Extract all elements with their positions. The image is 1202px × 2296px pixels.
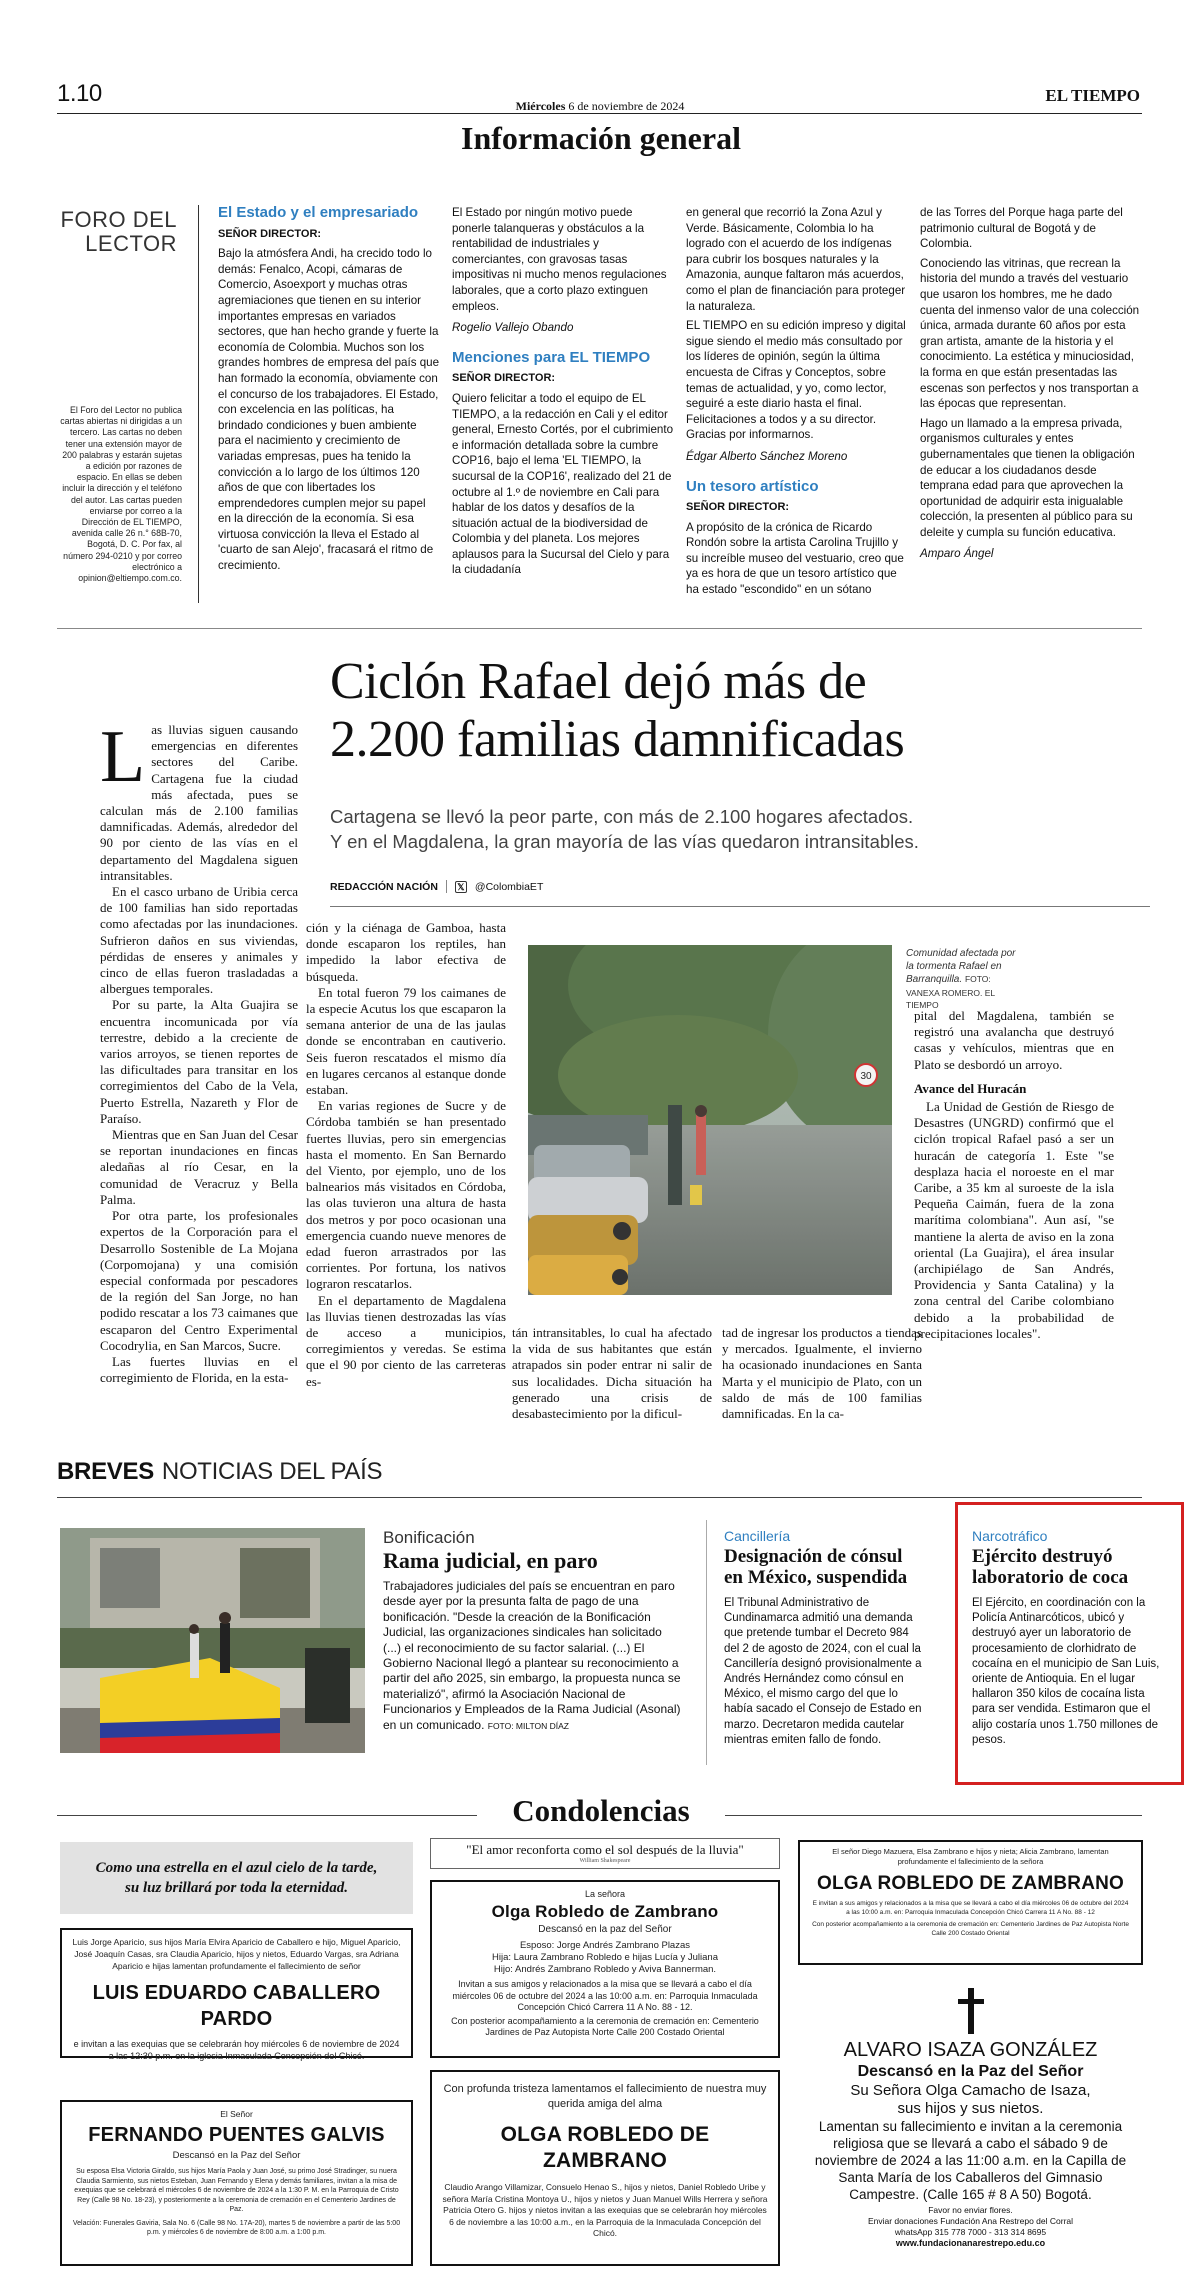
box6-text: El señor Diego Mazuera, Elsa Zambrano e hijos y nieta; Alicia Zambrano, lamentan profundamente el fallecimiento de la señora: [832, 1847, 1109, 1866]
foro-title-line2: LECTOR: [85, 231, 177, 256]
box1-quote-line2: su luz brillará por toda la eternidad.: [125, 1880, 348, 1896]
breves-label-rest: NOTICIAS DEL PAÍS: [161, 1458, 383, 1485]
article-col-2: [306, 920, 506, 1390]
protest-photo: [60, 1528, 365, 1753]
box5-text2: Claudio Arango Villamizar, Consuelo Henao S., hijos y nietos, Daniel Robledo Uribe y señora María Cristina Montoya U., hijos y nietos y Juan Manuel Wills Herrera y señora Patricia Otero G. hijos y nietos invitan a las exequias que se celebrarán hoy miércoles 6 de noviembre a las 10:00 a.m., en la Parroquia de la Inmaculada Concepción del Chicó.: [442, 2182, 768, 2238]
brief1-section: Bonificación: [383, 1528, 475, 1547]
foro-col-3: [686, 205, 908, 602]
brief3-body: El Ejército, en coordinación con la Policía Antinarcóticos, ubicó y destruyó ayer un laboratorio de procesamiento de clorhidrato de cocaína en el municipio de San Luis, oriente de Antioquia. En el lugar hallaron 350 kilos de cocaína lista para ser vendida. Estimaron que el alijo costaría unos 1.750 millones de pesos.: [972, 1597, 1160, 1746]
x-logo-icon: 𝕏: [455, 881, 467, 893]
breves-photo: [60, 1528, 365, 1753]
box7-flowers: Favor no enviar flores.: [928, 2205, 1013, 2215]
letter1-title: El Estado y el empresariado: [218, 204, 419, 221]
box4-name: Olga Robledo de Zambrano: [491, 1902, 719, 1921]
col2-p2: En total fueron 79 los caimanes de la especie Acutus los que escaparon la semana anterior de una de las jaulas donde se encontraban en cautiverio. Seis fueron rescatados el mismo día en lugares cercanos al estanque donde estaban.: [306, 984, 506, 1098]
box3-vel: Velación: Funerales Gaviria, Sala No. 6 (Calle 98 No. 17A-20), martes 5 de noviembre a partir de las 5:00 p.m. y miércoles 6 de noviembre de 8:00 a.m. a 1:00 p.m.: [72, 2219, 401, 2236]
col2-p1: ción y la ciénaga de Gamboa, hasta donde escaparon los reptiles, han impedido la labor efectiva de búsqueda.: [306, 920, 506, 984]
col3-p1: tán intransitables, lo cual ha afectado la vida de sus habitantes que están atrapados sin poder entrar ni salir de sus localidades. Dicha situación ha generado una crisis de desabastecimiento por la dificul-: [512, 1325, 712, 1422]
box7-text: Lamentan su fallecimiento e invitan a la ceremonia religiosa que se llevará a cabo el sábado 9 de noviembre de 2024 a las 11:00 a.m. en la Capilla de Santa María de los Caballeros del Gimnasio Campestre. (Calle 165 # 8 A 50) Bogotá.: [814, 2119, 1127, 2202]
article-dropcap: L: [100, 716, 146, 798]
box4-quote-text: "El amor reconforta como el sol después de la lluvia": [466, 1842, 744, 1857]
condolencias-rule-left: [57, 1815, 477, 1816]
page-number: 1.10: [57, 80, 102, 107]
date-rest: 6 de noviembre de 2024: [568, 99, 685, 113]
brief2-title: Designación de cónsul en México, suspendida: [724, 1546, 908, 1588]
byline-rule: [330, 906, 1150, 907]
article-subhead: [330, 804, 1150, 854]
box3-label: El Señor: [220, 2109, 253, 2119]
col1-p5: Por otra parte, los profesionales expertos de la Corporación para el Desarrollo Sostenible de La Mojana (Corpomojana) y una comisión especial conformada por pescadores de la región del San Jorge, no han podido rescatar a los 73 caimanes que escaparon del Centro Experimental Cocodrylia, en San Marcos, Sucre.: [100, 1208, 298, 1353]
condolence-box-puentes: [60, 2100, 413, 2266]
article-col-3: [512, 1325, 712, 1422]
col5-p2: La Unidad de Gestión de Riesgo de Desastres (UNGRD) confirmó que el ciclón tropical Rafael pasó a ser un huracán de categoría 1. Este "se desplaza hacia el noroeste en el mar Caribe, a 35 km al suroeste de la isla Pequeña Caimán, fuera de la zona marítima colombiana". Aun así, "se mantiene la alerta de aviso en la zona oriental (La Guajira), el área insular (archipiélago de San Andrés, Providencia y Santa Catalina) y la zona central del Caribe colombiano debido a la probabilidad de precipitaciones locales".: [914, 1099, 1114, 1341]
condolence-box-robledo-family: [430, 1880, 780, 2058]
photo-credit-label: FOTO:: [964, 974, 991, 984]
box6-name: OLGA ROBLEDO DE ZAMBRANO: [816, 1873, 1125, 1894]
letter3-salutation: SEÑOR DIRECTOR:: [686, 501, 790, 514]
letter1-body: Bajo la atmósfera Andi, ha crecido todo lo demás: Fenalco, Acopi, cámaras de Comercio, Asoexport y muchas otras agremiaciones que tienen en su interior importantes empresas en variados sectores, que han hecho grande y fuerte la economía de Colombia. Muchos son los grandes hombres de empresa del país que han formado la economía, obviamente con el concurso de los trabajadores. El Estado, con excelencia en las políticas, ha brindado condiciones y buen ambiente para el nacimiento y crecimiento de variadas empresas, pues ha tenido la convicción a lo largo de los últimos 120 años de que con libertades los emprendedores cumplen mejor su papel en la dirección de la economía. Si esa virtuosa convicción la lleva el Estado al 'cuarto de san Alejo', fracasará el ritmo de crecimiento.: [218, 247, 440, 573]
letter3-body: A propósito de la crónica de Ricardo Rondón sobre la artista Carolina Trujillo y su increíble museo del vestuario, creo que ya es hora de que un tesoro artístico que ha estado "escondido" en un sótano: [686, 520, 904, 597]
condolence-box-robledo-friends: [430, 2070, 780, 2266]
box4-text: Invitan a sus amigos y relacionados a la misa que se llevará a cabo el día miércoles 06 de octubre del 2024 a las 10:00 a.m. en: Parroquia Inmaculada Concepción Chicó Carrera 11 A No. 88 - 12.: [452, 1979, 758, 2012]
col4-p1: tad de ingresar los productos a tiendas y mercados. Igualmente, el invierno ha ocasionado inundaciones en Santa Marta y el municipio de Plato, con un saldo de más de 100 familias damnificadas. En la ca-: [722, 1325, 922, 1422]
box4-rest: Descansó en la paz del Señor: [538, 1924, 672, 1935]
box4-quote-author: William Shakespeare: [579, 1858, 631, 1864]
box5-name: OLGA ROBLEDO DE ZAMBRANO: [500, 2123, 710, 2172]
letter1-salutation: SEÑOR DIRECTOR:: [218, 227, 322, 240]
letter2-cont2: EL TIEMPO en su edición impreso y digital sigue siendo el medio más consultado por los líderes de opinión, según la última encuesta de Cifras y Conceptos, sobre temas de actualidad, y yo, como lector, seguiré a este diario hasta el final. Felicitaciones a todos y a su director. Gracias por informarnos.: [686, 319, 906, 442]
box4-label: La señora: [584, 1889, 626, 1899]
box7-rest: Descansó en la Paz del Señor: [857, 2063, 1084, 2080]
brief-2: [724, 1528, 924, 1752]
foro-col-2: [452, 205, 674, 582]
photo-caption-text: Comunidad afectada por la tormenta Rafael en Barranquilla.: [906, 948, 1016, 985]
letter2-body: Quiero felicitar a todo el equipo de EL TIEMPO, a la redacción en Cali y el editor general, Ernesto Cortés, por el cubrimiento e información detallada sobre la cumbre COP16, bajo el lema 'EL TIEMPO, la sucursal de la COP16', realizado del 21 de octubre al 1.º de noviembre en Cali para hablar de los datos y desafíos de la situación actual de la biodiversidad de Colombia y del planeta. Los mejores aplausos para la Sucursal del Cielo y para la ciudadanía: [452, 391, 674, 577]
brief1-body-text: Trabajadores judiciales del país se encuentran en paro desde ayer por la presunta falta de pago de una bonificación. "Desde la creación de la Bonificación Judicial, las organizaciones sindicales han solicitado (...) el reconocimiento de su factor salarial. (...) El Gobierno Nacional llegó a plantear su reconocimiento a partir del año 2025, sin embargo, la propuesta nunca se materializó", afirmó la Asociación Nacional de Funcionarios y Empleados de la Rama Judicial (Asonal) en un comunicado.: [383, 1579, 681, 1732]
letter2-salutation: SEÑOR DIRECTOR:: [452, 372, 556, 385]
box7-whatsapp: whatsApp 315 778 7000 - 313 314 8695: [894, 2227, 1047, 2237]
brief3-title: Ejército destruyó laboratorio de coca: [972, 1546, 1129, 1588]
col1-p6: Las fuertes lluvias en el corregimiento de Florida, en la esta-: [100, 1353, 298, 1386]
condolence-box-mazuera: [798, 1840, 1143, 1965]
foro-col-4: [920, 205, 1142, 576]
box2-text: Luis Jorge Aparicio, sus hijos María Elvira Aparicio de Caballero e hijo, Miguel Aparicio, José Joaquín Casas, sra Claudia Aparicio, hijos y nietos, Eduardo Vargas, sra Adriana Aparicio e hijas lamentan profundamente el fallecimiento de señor: [72, 1937, 401, 1971]
letter3-signature: Amparo Ángel: [920, 547, 994, 561]
condolence-box-isaza: [798, 1982, 1143, 2266]
condolencias-title: Condolencias: [512, 1793, 690, 1828]
photo-credit: VANEXA ROMERO. EL TIEMPO: [906, 987, 995, 1010]
brief-1: [383, 1528, 683, 1738]
brief1-body: [383, 1579, 683, 1734]
letter3-title: Un tesoro artístico: [686, 477, 819, 495]
byline-text: REDACCIÓN NACIÓN: [330, 880, 438, 893]
letter2-cont: en general que recorrió la Zona Azul y Verde. Básicamente, Colombia lo ha logrado con el acuerdo de los indígenas para cubrir los bosques naturales y la Amazonia, aunque faltaron más acuerdos, como el plan de financiación para proteger la naturaleza.: [686, 206, 906, 313]
foro-divider: [198, 205, 199, 603]
breves-label-bold: BREVES: [57, 1458, 154, 1485]
box3-name: FERNANDO PUENTES GALVIS: [88, 2124, 385, 2146]
cross-icon: [956, 1988, 986, 2034]
foro-title: [57, 208, 177, 256]
box2-name: LUIS EDUARDO CABALLERO PARDO: [92, 1982, 381, 2030]
box2-invite: e invitan a las exequias que se celebrarán hoy miércoles 6 de noviembre de 2024 a las 12:30 p.m. en la iglesia Inmaculada Concepción del Chicó.: [73, 2039, 400, 2061]
letter3-cont3: Hago un llamado a la empresa privada, organismos culturales y entes gubernamentales que tienen la obligación de educar a los ciudadanos desde temprana edad para que aprovechen la oportunidad de adquirir esta inigualable colección, la presenten al público para su deleite y cumpla su función educativa.: [920, 416, 1135, 539]
box4-hijo: Hijo: Andrés Zambrano Robledo y Aviva Bannerman.: [493, 1964, 717, 1975]
col1-p4: Mientras que en San Juan del Cesar se reportan inundaciones en fincas aledañas al río Cesar, en la comunidad de Veracruz y Bella Palma.: [100, 1127, 298, 1207]
condolence-quote-box: [60, 1842, 413, 1914]
masthead: EL TIEMPO: [1045, 86, 1140, 105]
article-col-5: [914, 1008, 1114, 1342]
box6-text2: E invitan a sus amigos y relacionados a la misa que se llevará a cabo el día miércoles 06 de octubre del 2024 a las 10:00 a.m. en: Parroquia Inmaculada Concepción Chicó Carrera 11 A No. 88 - 12: [812, 1900, 1129, 1916]
header-rule: [57, 113, 1142, 114]
headline-line1: Ciclón Rafael dejó más de: [330, 653, 867, 710]
brief-3: [972, 1528, 1170, 1752]
brief1-credit: FOTO: MILTON DÍAZ: [487, 1720, 569, 1731]
breves-rule: [57, 1497, 1142, 1498]
section-title: Información general: [461, 120, 741, 156]
article-headline: [330, 653, 1150, 769]
article-col-1: [100, 716, 298, 1386]
box6-text3: Con posterior acompañamiento a la ceremonia de cremación en: Cementerio Jardines de Paz Autopista Norte Calle 200 Costado Oriental: [812, 1921, 1129, 1937]
col5-subhead: Avance del Huracán: [914, 1080, 1027, 1096]
box3-text: Su esposa Elsa Victoria Giraldo, sus hijos María Paola y Juan José, su primo José Stradinger, su nuera Claudia Sarmiento, sus nietos Esteban, Juan Fernando y Elena y demás familiares, invitan a la misa de exequias que se celebrará el miércoles 6 de noviembre de 2024 a la 1:30 P. M. en la Parroquia de Cristo Rey (Calle 98 No. 18-23), y posteriormente a la ceremonia de cremación en el Cementerio Jardines de Paz.: [74, 2168, 399, 2213]
letter3-cont2: Conociendo las vitrinas, que recrean la historia del mundo a través del vestuario que usaron los hombres, me he dado cuenta del inmenso valor de una colección única, armada durante 60 años por esta gran artista, amante de la historia y el conocimiento. La estética y minuciosidad, la forma en que están presentadas las escenas son perfectos y nos transportan a las épocas que representan.: [920, 256, 1140, 411]
article-photo: [528, 945, 892, 1295]
flood-street-photo: [528, 945, 892, 1295]
col2-p4: En el departamento de Magdalena las lluvias tienen destrozadas las vías de acceso a municipios, corregimientos y veredas. Se estima que el 90 por ciento de las carreteras es-: [306, 1292, 506, 1389]
letter3-cont: de las Torres del Porque haga parte del patrimonio cultural de Bogotá y de Colombia.: [920, 206, 1123, 251]
box4-quote: [430, 1838, 780, 1869]
letter2-signature: Édgar Alberto Sánchez Moreno: [686, 449, 848, 463]
article-byline: [330, 880, 550, 893]
condolencias-rule-right: [725, 1815, 1142, 1816]
box7-name: ALVARO ISAZA GONZÁLEZ: [843, 2039, 1098, 2061]
headline-line2: 2.200 familias damnificadas: [330, 711, 905, 768]
col5-p1: pital del Magdalena, también se registró una avalancha que destruyó casas y vehículos, mientras que en Plato se desbordó un arroyo.: [914, 1008, 1114, 1072]
box7-line2: sus hijos y sus nietos.: [897, 2100, 1044, 2117]
brief2-body: El Tribunal Administrativo de Cundinamarca admitió una demanda que pretende tumbar el Decreto 984 del 2 de agosto de 2024, con el cual la Cancillería designó provisionalmente a Andrés Hernández como cónsul en México, el mismo cargo del que lo había sacado el Consejo de Estado en marzo. Decretaron medida cautelar mientras emiten fallo de fondo.: [724, 1597, 922, 1746]
condolence-box-caballero: [60, 1928, 413, 2061]
brief-divider-1: [706, 1520, 707, 1765]
box7-web[interactable]: www.fundacionanarestrepo.edu.co: [895, 2238, 1046, 2248]
breves-label: [57, 1458, 382, 1486]
page-date: [420, 99, 780, 114]
letter1-signature: Rogelio Vallejo Obando: [452, 321, 574, 335]
box7-line1: Su Señora Olga Camacho de Isaza,: [850, 2082, 1091, 2099]
brief3-section: Narcotráfico: [972, 1528, 1048, 1544]
article-col-4: [722, 1325, 922, 1422]
box5-text: Con profunda tristeza lamentamos el fallecimiento de nuestra muy querida amiga del alma: [443, 2083, 767, 2110]
subhead-line2: Y en el Magdalena, la gran mayoría de las vías quedaron intransitables.: [330, 831, 919, 852]
date-day: Miércoles: [515, 99, 566, 113]
foro-bottom-rule: [57, 628, 1142, 629]
brief2-section: Cancillería: [724, 1528, 791, 1544]
foro-title-line1: FORO DEL: [60, 207, 177, 232]
col1-p2: En el casco urbano de Uribia cerca de 100 familias han sido reportadas como afectadas por las inundaciones. Sufrieron daños en sus viviendas, pérdidas de enseres y animales y cinco de ellas fueron trasladadas a albergues temporales.: [100, 884, 298, 997]
foro-note: El Foro del Lector no publica cartas abiertas ni dirigidas a un tercero. Las cartas no deben tener una extensión mayor de 200 palabras y estarán sujetas a edición por razones de espacio. En ellas se deben incluir la dirección y el teléfono del autor. Las cartas pueden enviarse por correo a la Dirección de EL TIEMPO, avenida calle 26 n.° 68B-70, Bogotá, D. C. Por fax, al número 294-0210 y por correo electrónico a opinion@eltiempo.com.co.: [60, 405, 182, 584]
col1-p3: Por su parte, la Alta Guajira se encuentra incomunicada por vía terrestre, debido a la creciente de varios arroyos, se tienen reportes de las dificultades para transitar en los corregimientos del Cabo de la Vela, Puerto Estrella, Nazareth y Flor de Paraíso.: [100, 997, 298, 1126]
box4-spouse: Esposo: Jorge Andrés Zambrano Plazas: [519, 1940, 691, 1951]
speed-sign-label: 30: [860, 1071, 872, 1082]
box4-hija: Hija: Laura Zambrano Robledo e hijas Lucía y Juliana: [491, 1952, 719, 1963]
box3-rest: Descansó en la Paz del Señor: [172, 2150, 301, 2161]
foro-col-1: [218, 205, 440, 578]
col2-p3: En varias regiones de Sucre y de Córdoba también se han presentado fuertes lluvias, pero sin emergencias hasta el momento. En San Bernardo del Viento, por ejemplo, uno de los balnearios más visitados en Córdoba, las olas tuvieron una altura de hasta dos metros y por poco ocasionan una emergencia cuando nueve menores de edad fueron arrastrados por las corrientes. Por fortuna, los nativos lograron rescatarlos.: [306, 1098, 506, 1292]
box4-text2: Con posterior acompañamiento a la ceremonia de cremación en: Cementerio Jardines de Paz Autopista Norte Calle 200 Costado Oriental: [451, 2015, 759, 2037]
letter2-title: Menciones para EL TIEMPO: [452, 348, 651, 366]
letter1-cont: El Estado por ningún motivo puede ponerle talanqueras y obstáculos a la rentabilidad de industriales y comerciantes, con gravosas tasas impositivas ni mucho menos regulaciones laborales, que a corto plazo extinguen empleos.: [452, 206, 667, 313]
photo-caption: [906, 948, 1026, 1012]
subhead-line1: Cartagena se llevó la peor parte, con más de 2.100 hogares afectados.: [330, 806, 914, 827]
col1-lead: as lluvias siguen causando emergencias en diferentes sectores del Caribe. Cartagena fue la ciudad más afectada, pues se calculan más de 2.100 familias damnificadas. Además, alrededor del 90 por ciento de las vías en el departamento del Magdalena siguen intransitables.: [100, 722, 298, 883]
box1-quote-line1: Como una estrella en el azul cielo de la tarde,: [95, 1860, 378, 1876]
twitter-handle[interactable]: @ColombiaET: [474, 880, 544, 893]
box7-donations: Enviar donaciones Fundación Ana Restrepo del Corral: [867, 2216, 1074, 2226]
brief1-title: Rama judicial, en paro: [383, 1548, 598, 1573]
